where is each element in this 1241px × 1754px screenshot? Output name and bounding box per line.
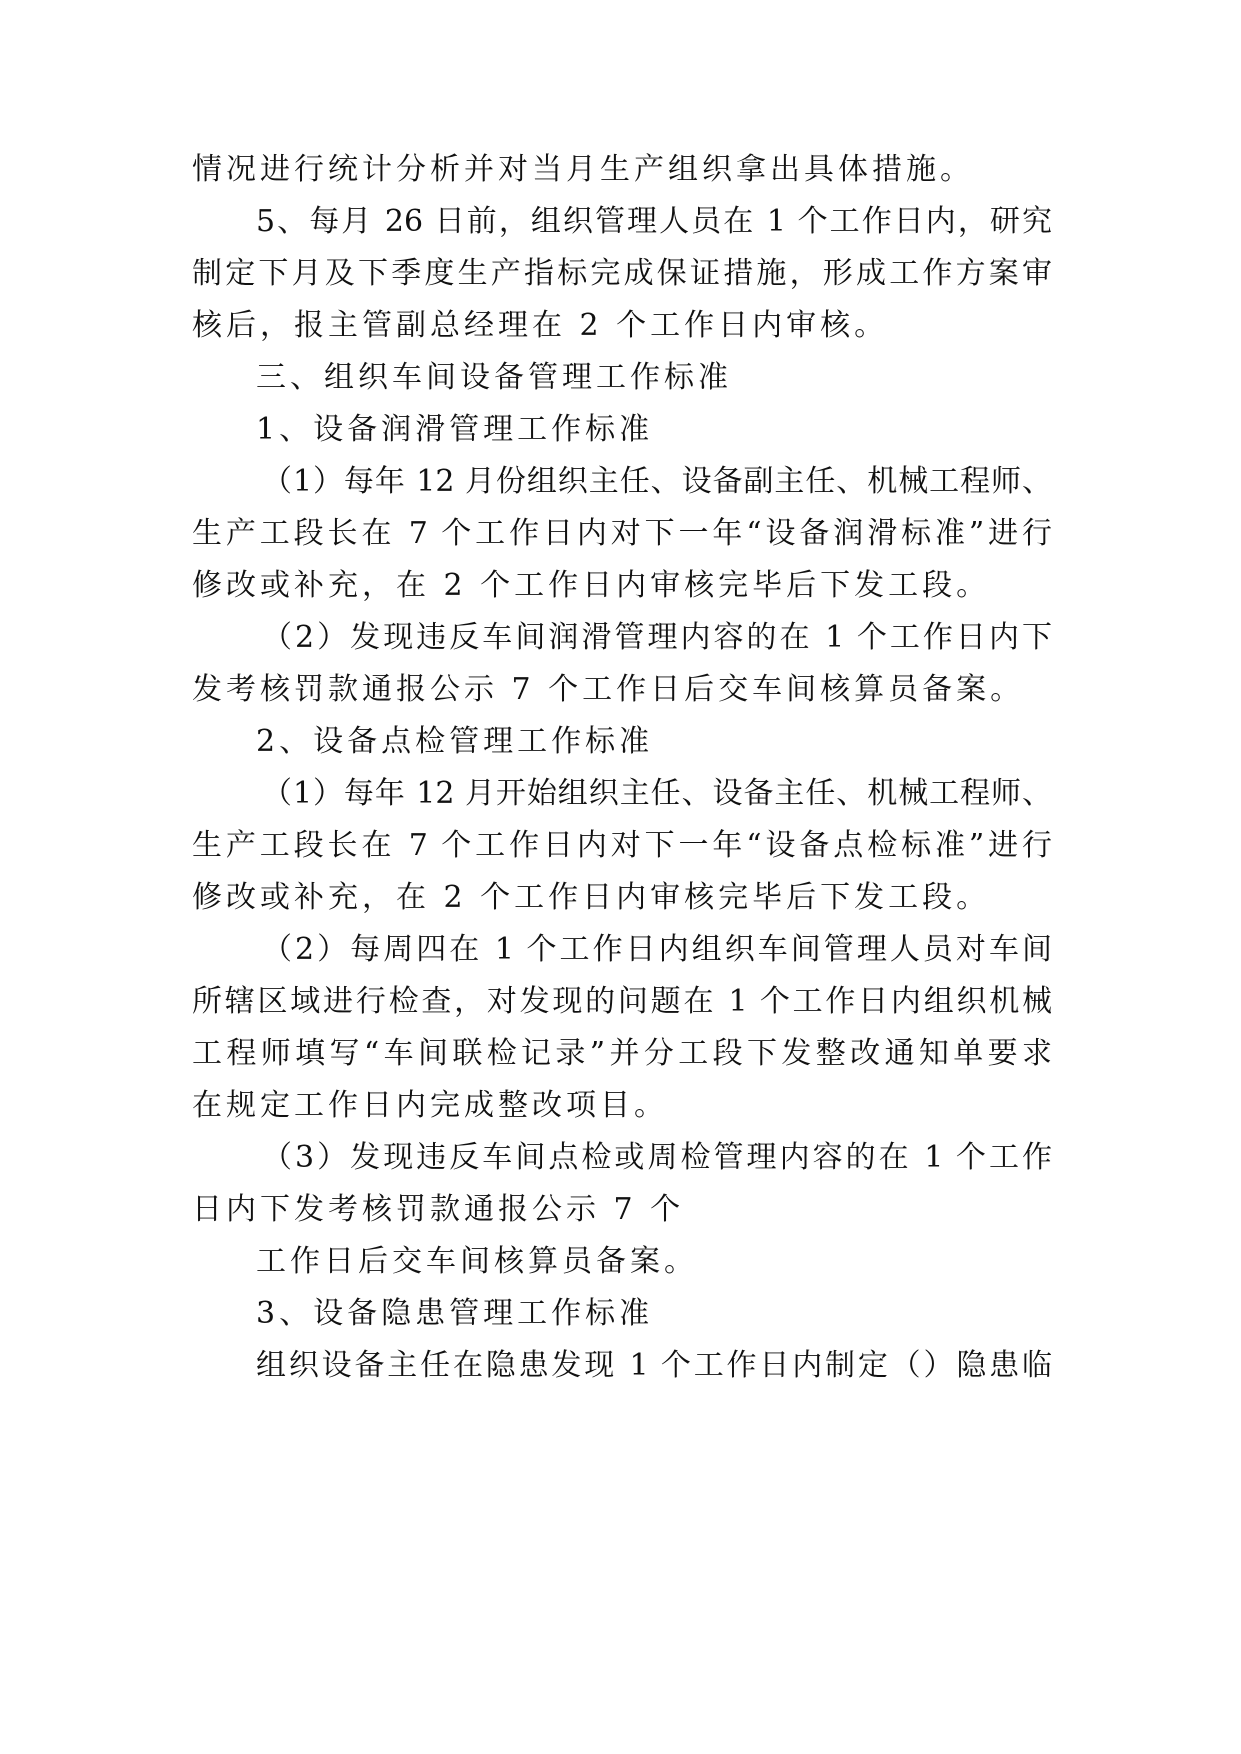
text-line-22: 工作日后交车间核算员备案。: [256, 1244, 698, 1279]
text-line-19: 在规定工作日内完成整改项目。: [192, 1088, 668, 1123]
text-line-21: 日内下发考核罚款通报公示 7 个: [192, 1192, 685, 1227]
subheading-hazard: 3、设备隐患管理工作标准: [256, 1296, 654, 1331]
text-line-2: 5、每月 26 日前，组织管理人员在 1 个工作日内，研究: [256, 204, 1052, 239]
text-line-20: （3）发现违反车间点检或周检管理内容的在 1 个工作: [262, 1140, 1052, 1175]
subheading-lubrication: 1、设备润滑管理工作标准: [256, 412, 654, 447]
text-line-24: 组织设备主任在隐患发现 1 个工作日内制定（）隐患临: [256, 1348, 1052, 1383]
text-line-18: 工程师填写“车间联检记录”并分工段下发整改通知单要求: [192, 1036, 1052, 1071]
text-line-1: 情况进行统计分析并对当月生产组织拿出具体措施。: [192, 152, 974, 187]
text-line-11: 发考核罚款通报公示 7 个工作日后交车间核算员备案。: [192, 672, 1025, 707]
text-line-10: （2）发现违反车间润滑管理内容的在 1 个工作日内下: [262, 620, 1052, 655]
text-line-14: 生产工段长在 7 个工作日内对下一年“设备点检标准”进行: [192, 828, 1052, 863]
text-line-4: 核后，报主管副总经理在 2 个工作日内审核。: [192, 308, 889, 343]
text-line-17: 所辖区域进行检查，对发现的问题在 1 个工作日内组织机械: [192, 984, 1052, 1019]
subheading-inspection: 2、设备点检管理工作标准: [256, 724, 654, 759]
text-line-3: 制定下月及下季度生产指标完成保证措施，形成工作方案审: [192, 256, 1052, 291]
text-line-16: （2）每周四在 1 个工作日内组织车间管理人员对车间: [262, 932, 1052, 967]
section-heading-3: 三、组织车间设备管理工作标准: [256, 360, 732, 395]
text-line-7: （1）每年 12 月份组织主任、设备副主任、机械工程师、: [262, 464, 1052, 499]
text-line-15: 修改或补充，在 2 个工作日内审核完毕后下发工段。: [192, 880, 991, 915]
text-line-13: （1）每年 12 月开始组织主任、设备主任、机械工程师、: [262, 776, 1052, 811]
text-line-9: 修改或补充，在 2 个工作日内审核完毕后下发工段。: [192, 568, 991, 603]
text-line-8: 生产工段长在 7 个工作日内对下一年“设备润滑标准”进行: [192, 516, 1052, 551]
